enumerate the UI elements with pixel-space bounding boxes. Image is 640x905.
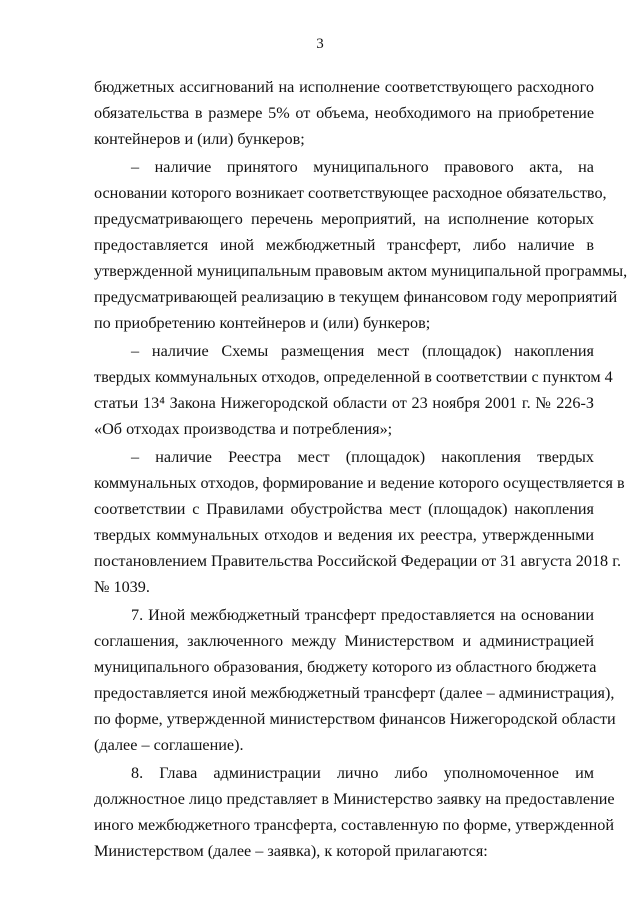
text-line: по приобретению контейнеров и (или) бункеров; [94,314,431,332]
text-line: по форме, утвержденной министерством финансов Нижегородской области [94,710,616,728]
page-number: 3 [316,36,324,52]
document-body [94,74,628,864]
text-line: Министерством (далее – заявка), к которой прилагаются: [94,842,488,860]
text-line: твердых коммунальных отходов и ведения их реестра, утвержденными [94,526,594,544]
text-line: бюджетных ассигнований на исполнение соответствующего расходного [94,78,594,96]
text-line: предусматривающего перечень мероприятий, на исполнение которых [94,210,594,228]
text-line: соответствии с Правилами обустройства мест (площадок) накопления [94,500,594,518]
text-line: муниципального образования, бюджету которого из областного бюджета [94,658,597,676]
text-line: контейнеров и (или) бункеров; [94,130,305,148]
text-line: утвержденной муниципальным правовым актом муниципальной программы, [94,262,628,280]
text-line: предоставляется иной межбюджетный трансферт (далее – администрация), [94,684,615,702]
text-line: иного межбюджетного трансферта, составленную по форме, утвержденной [94,816,615,834]
text-line: (далее – соглашение). [94,736,244,754]
text-line: коммунальных отходов, формирование и ведение которого осуществляется в [94,474,625,492]
text-line: «Об отходах производства и потребления»; [94,420,393,438]
text-line: № 1039. [94,578,150,596]
text-line: предусматривающей реализацию в текущем финансовом году мероприятий [94,288,618,306]
text-line: 8. Глава администрации лично либо уполномоченное им [131,764,594,782]
text-line: статьи 13⁴ Закона Нижегородской области от 23 ноября 2001 г. № 226-З [94,394,594,412]
text-line: предоставляется иной межбюджетный трансферт, либо наличие в [94,236,594,254]
text-line: 7. Иной межбюджетный трансферт предоставляется на основании [131,606,594,624]
text-line: должностное лицо представляет в Министерство заявку на предоставление [94,790,615,808]
text-line: – наличие Схемы размещения мест (площадок) накопления [131,342,594,360]
text-line: – наличие Реестра мест (площадок) накопления твердых [131,448,594,466]
text-line: – наличие принятого муниципального правового акта, на [131,158,594,176]
text-line: твердых коммунальных отходов, определенной в соответствии с пунктом 4 [94,368,613,386]
text-line: постановлением Правительства Российской Федерации от 31 августа 2018 г. [94,552,622,570]
text-line: соглашения, заключенного между Министерством и администрацией [94,632,594,650]
text-line: основании которого возникает соответствующее расходное обязательство, [94,184,607,202]
text-line: обязательства в размере 5% от объема, необходимого на приобретение [94,104,594,122]
